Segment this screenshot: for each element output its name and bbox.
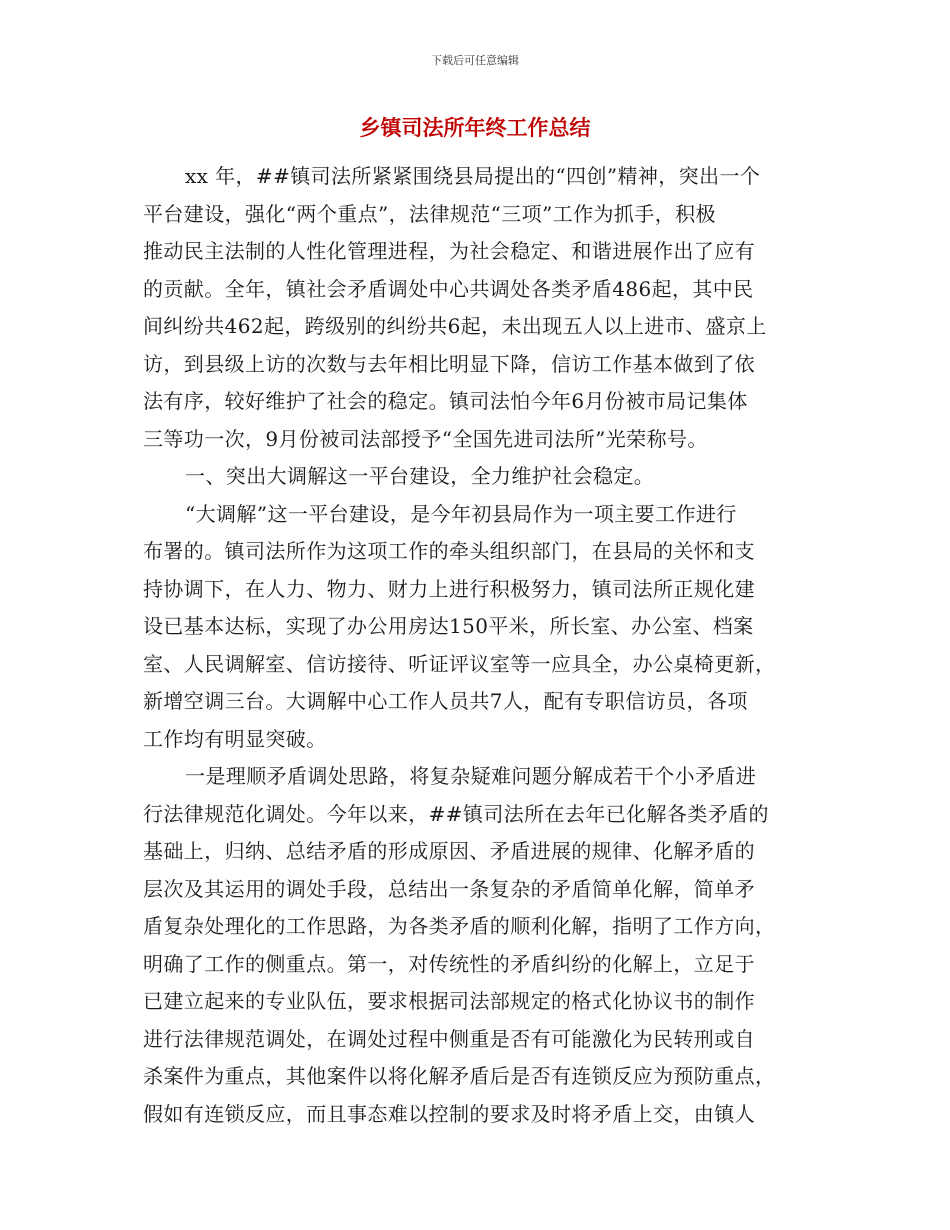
- body-line: 法有序，较好维护了社会的稳定。镇司法怕今年6月份被市局记集体: [143, 389, 748, 413]
- body-line: 已建立起来的专业队伍，要求根据司法部规定的格式化协议书的制作: [143, 989, 755, 1013]
- body-line: 工作均有明显突破。: [143, 726, 327, 751]
- body-line: 布署的。镇司法所作为这项工作的牵头组织部门，在县局的关怀和支: [143, 539, 755, 563]
- body-line: 平台建设，强化“两个重点”，法律规范“三项”工作为抓手，积极: [143, 201, 716, 226]
- section-heading: 一、突出大调解这一平台建设，全力维护社会稳定。: [185, 464, 655, 488]
- body-line: 推动民主法制的人性化管理进程，为社会稳定、和谐进展作出了应有: [143, 239, 755, 263]
- body-line: 一是理顺矛盾调处思路，将复杂疑难问题分解成若干个小矛盾进: [185, 764, 757, 788]
- body-line: 进行法律规范调处，在调处过程中侧重是否有可能激化为民转刑或自: [143, 1026, 755, 1051]
- body-line: 明确了工作的侧重点。第一，对传统性的矛盾纠纷的化解上，立足于: [143, 951, 755, 976]
- document-title: 乡镇司法所年终工作总结: [359, 116, 591, 140]
- body-line: 持协调下，在人力、物力、财力上进行积极努力，镇司法所正规化建: [143, 576, 755, 601]
- body-line: 杀案件为重点，其他案件以将化解矛盾后是否有连锁反应为预防重点，: [143, 1064, 776, 1088]
- body-line: 假如有连锁反应，而且事态难以控制的要求及时将矛盾上交，由镇人: [143, 1101, 755, 1126]
- body-line: 室、人民调解室、信访接待、听证评议室等一应具全，办公桌椅更新，: [143, 651, 776, 676]
- body-line: 行法律规范化调处。今年以来，##镇司法所在去年已化解各类矛盾的: [143, 801, 769, 826]
- body-line: 新增空调三台。大调解中心工作人员共7人，配有专职信访员，各项: [143, 689, 748, 713]
- body-line: 访，到县级上访的次数与去年相比明显下降，信访工作基本做到了依: [143, 351, 755, 376]
- body-line: 基础上，归纳、总结矛盾的形成原因、矛盾进展的规律、化解矛盾的: [143, 839, 755, 863]
- body-line: “大调解”这一平台建设，是今年初县局作为一项主要工作进行: [185, 501, 737, 526]
- document-body: [143, 158, 813, 1133]
- body-line: xx 年，##镇司法所紧紧围绕县局提出的“四创”精神，突出一个: [185, 164, 761, 188]
- body-line: 的贡献。全年，镇社会矛盾调处中心共调处各类矛盾486起，其中民: [143, 276, 754, 301]
- body-line: 盾复杂处理化的工作思路，为各类矛盾的顺利化解，指明了工作方向，: [143, 914, 776, 938]
- body-line: 三等功一次，9月份被司法部授予“全国先进司法所”光荣称号。: [143, 426, 708, 451]
- body-line: 间纠纷共462起，跨级别的纠纷共6起，未出现五人以上进市、盛京上: [143, 314, 767, 338]
- body-line: 设已基本达标，实现了办公用房达150平米，所长室、办公室、档案: [143, 614, 754, 638]
- header-note: 下载后可任意编辑: [431, 54, 519, 67]
- body-line: 层次及其运用的调处手段，总结出一条复杂的矛盾简单化解，简单矛: [143, 876, 755, 901]
